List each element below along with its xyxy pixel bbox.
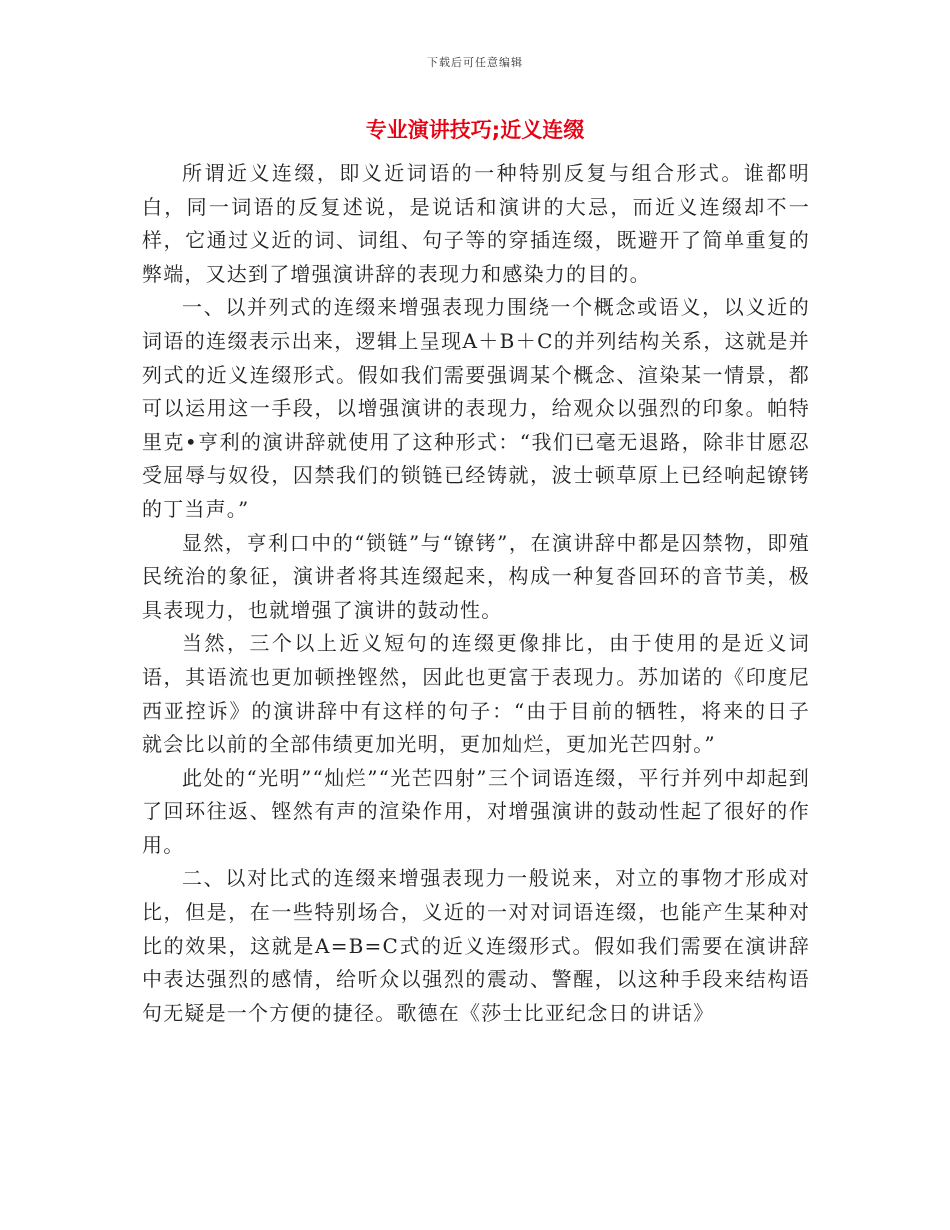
paragraph: 二、以对比式的连缀来增强表现力一般说来，对立的事物才形成对比，但是，在一些特别场合，义近的一对对词语连缀，也能产生某种对比的效果，这就是A=B=C式的近义连缀形式。假如我们需要在演讲辞中表达强烈的感情，给听众以强烈的震动、警醒，以这种手段来结构语句无疑是一个方便的捷径。歌德在《莎士比亚纪念日的讲话》 [142, 866, 810, 1025]
paragraph: 一、以并列式的连缀来增强表现力围绕一个概念或语义，以义近的词语的连缀表示出来，逻辑上呈现A＋B＋C的并列结构关系，这就是并列式的近义连缀形式。假如我们需要强调某个概念、渲染某一情景，都可以运用这一手段，以增强演讲的表现力，给观众以强烈的印象。帕特里克•亨利的演讲辞就使用了这种形式：“我们已毫无退路，除非甘愿忍受屈辱与奴役，囚禁我们的锁链已经铸就，波士顿草原上已经响起镣铐的丁当声。” [142, 295, 810, 521]
document-title: 专业演讲技巧;近义连缀 [365, 118, 585, 142]
paragraph: 此处的“光明”“灿烂”“光芒四射”三个词语连缀，平行并列中却起到了回环往返、铿然有声的渲染作用，对增强演讲的鼓动性起了很好的作用。 [142, 765, 810, 857]
paragraph: 当然，三个以上近义短句的连缀更像排比，由于使用的是近义词语，其语流也更加顿挫铿然，因此也更富于表现力。苏加诺的《印度尼西亚控诉》的演讲辞中有这样的句子：“由于目前的牺牲，将来的日子就会比以前的全部伟绩更加光明，更加灿烂，更加光芒四射。” [142, 631, 810, 757]
paragraph: 显然，亨利口中的“锁链”与“镣铐”，在演讲辞中都是囚禁物，即殖民统治的象征，演讲者将其连缀起来，构成一种复沓回环的音节美，极具表现力，也就增强了演讲的鼓动性。 [142, 530, 810, 622]
document-body [142, 157, 810, 1030]
header-note: 下载后可任意编辑 [427, 56, 523, 69]
paragraph: 所谓近义连缀，即义近词语的一种特别反复与组合形式。谁都明白，同一词语的反复述说，是说话和演讲的大忌，而近义连缀却不一样，它通过义近的词、词组、句子等的穿插连缀，既避开了简单重复的弊端，又达到了增强演讲辞的表现力和感染力的目的。 [142, 161, 810, 286]
